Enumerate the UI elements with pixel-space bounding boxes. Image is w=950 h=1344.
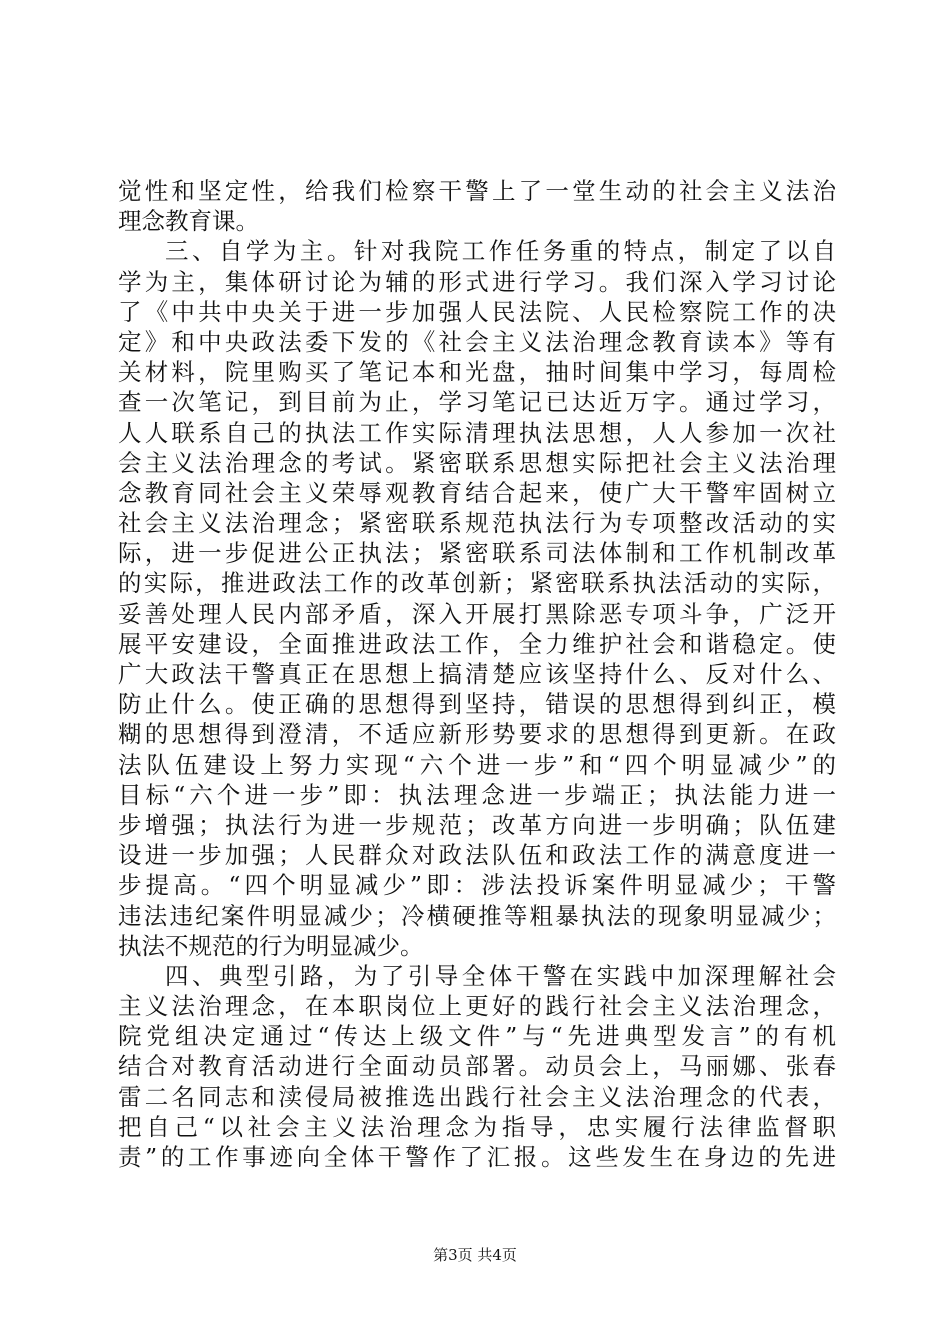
text-line: 步增强；执法行为进一步规范；改革方向进一步明确；队伍建 <box>118 810 836 839</box>
text-line: 把自己“以社会主义法治理念为指导，忠实履行法律监督职 <box>118 1112 836 1141</box>
text-line: 防止什么。使正确的思想得到坚持，错误的思想得到纠正，模 <box>118 690 836 719</box>
paragraph-p-cont <box>118 176 836 236</box>
text-line: 四、典型引路，为了引导全体干警在实践中加深理解社会 <box>165 961 836 990</box>
text-line: 人人联系自己的执法工作实际清理执法思想，人人参加一次社 <box>118 418 836 447</box>
text-line: 念教育同社会主义荣辱观教育结合起来，使广大干警牢固树立 <box>118 478 836 507</box>
text-line: 执法不规范的行为明显减少。 <box>118 931 424 960</box>
text-line: 结合对教育活动进行全面动员部署。动员会上，马丽娜、张春 <box>118 1052 836 1081</box>
text-line: 了《中共中央关于进一步加强人民法院、人民检察院工作的决 <box>118 297 836 326</box>
text-line: 会主义法治理念的考试。紧密联系思想实际把社会主义法治理 <box>118 448 836 477</box>
page-footer: 第3页 共4页 <box>433 1246 517 1264</box>
paragraph-p-section-3 <box>118 236 836 961</box>
text-line: 定》和中央政法委下发的《社会主义法治理念教育读本》等有 <box>118 327 836 356</box>
text-line: 违法违纪案件明显减少；冷横硬推等粗暴执法的现象明显减少； <box>118 901 836 930</box>
text-line: 步提高。“四个明显减少”即：涉法投诉案件明显减少；干警 <box>118 871 836 900</box>
text-line: 际，进一步促进公正执法；紧密联系司法体制和工作机制改革 <box>118 539 836 568</box>
text-line: 法队伍建设上努力实现“六个进一步”和“四个明显减少”的 <box>118 750 836 779</box>
text-line: 学为主，集体研讨论为辅的形式进行学习。我们深入学习讨论 <box>118 267 836 296</box>
text-line: 三、自学为主。针对我院工作任务重的特点，制定了以自 <box>165 237 836 266</box>
text-line: 理念教育课。 <box>118 207 259 236</box>
text-line: 妥善处理人民内部矛盾，深入开展打黑除恶专项斗争，广泛开 <box>118 599 836 628</box>
text-line: 责”的工作事迹向全体干警作了汇报。这些发生在身边的先进 <box>118 1143 836 1171</box>
text-line: 展平安建设，全面推进政法工作，全力维护社会和谐稳定。使 <box>118 629 836 658</box>
text-line: 关材料，院里购买了笔记本和光盘，抽时间集中学习，每周检 <box>118 358 836 387</box>
text-line: 社会主义法治理念；紧密联系规范执法行为专项整改活动的实 <box>118 509 836 538</box>
text-line: 主义法治理念，在本职岗位上更好的践行社会主义法治理念， <box>118 992 836 1021</box>
paragraph-p-section-4 <box>118 961 836 1172</box>
text-line: 广大政法干警真正在思想上搞清楚应该坚持什么、反对什么、 <box>118 660 836 688</box>
text-line: 查一次笔记，到目前为止，学习笔记已达近万字。通过学习， <box>118 388 836 417</box>
text-line: 觉性和坚定性，给我们检察干警上了一堂生动的社会主义法治 <box>118 177 836 205</box>
text-line: 院党组决定通过“传达上级文件”与“先进典型发言”的有机 <box>118 1022 836 1051</box>
document-body <box>118 176 836 1172</box>
text-line: 的实际，推进政法工作的改革创新；紧密联系执法活动的实际， <box>118 569 836 598</box>
text-line: 目标“六个进一步”即：执法理念进一步端正；执法能力进一 <box>118 780 836 809</box>
text-line: 设进一步加强；人民群众对政法队伍和政法工作的满意度进一 <box>118 841 836 870</box>
text-line: 糊的思想得到澄清，不适应新形势要求的思想得到更新。在政 <box>118 720 836 749</box>
text-line: 雷二名同志和渎侵局被推选出践行社会主义法治理念的代表， <box>118 1082 836 1111</box>
